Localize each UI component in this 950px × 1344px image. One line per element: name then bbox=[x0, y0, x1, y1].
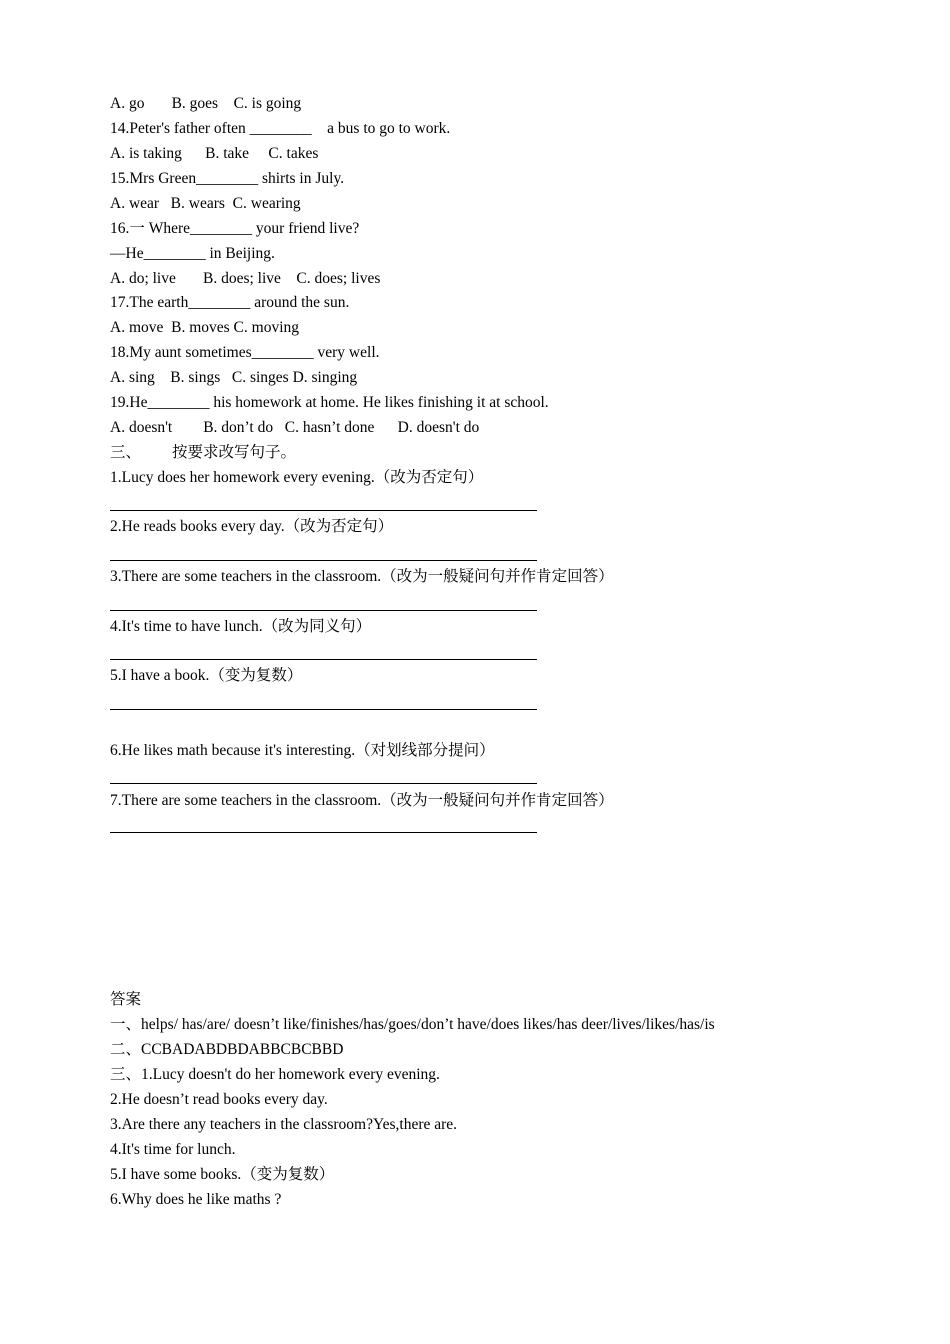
answer-line-text: 5.I have some books.（变为复数） bbox=[110, 1166, 335, 1183]
answer-line bbox=[110, 832, 537, 833]
q18-options: A. sing B. sings C. singes D. singing bbox=[110, 369, 358, 386]
q19-text: 19.He________ his homework at home. He likes finishing it at school. bbox=[110, 394, 549, 411]
answer-line bbox=[110, 709, 537, 710]
q19-options: A. doesn't B. don’t do C. hasn’t done D. doesn't do bbox=[110, 419, 480, 436]
answers-heading: 答案 bbox=[110, 991, 142, 1008]
section3-heading: 三、 按要求改写句子。 bbox=[110, 444, 297, 461]
answer-line bbox=[110, 783, 537, 784]
rewrite-item: 3.There are some teachers in the classroom.（改为一般疑问句并作肯定回答） bbox=[110, 568, 614, 585]
rewrite-item: 6.He likes math because it's interesting.（对划线部分提问） bbox=[110, 742, 495, 759]
q17-options: A. move B. moves C. moving bbox=[110, 319, 300, 336]
q16-reply: —He________ in Beijing. bbox=[110, 245, 275, 262]
answer-line-text: 三、1.Lucy doesn't do her homework every evening. bbox=[110, 1066, 440, 1083]
answer-line-text: 4.It's time for lunch. bbox=[110, 1141, 236, 1158]
answer-line bbox=[110, 610, 537, 611]
answer-line-text: 3.Are there any teachers in the classroom?Yes,there are. bbox=[110, 1116, 458, 1133]
q16-text: 16.一 Where________ your friend live? bbox=[110, 220, 360, 237]
answer-line-text: 二、CCBADABDBDABBCBCBBD bbox=[110, 1041, 344, 1058]
answer-line-text: 6.Why does he like maths ? bbox=[110, 1191, 282, 1208]
q14-options: A. is taking B. take C. takes bbox=[110, 145, 319, 162]
q15-options: A. wear B. wears C. wearing bbox=[110, 195, 301, 212]
rewrite-item: 5.I have a book.（变为复数） bbox=[110, 667, 303, 684]
answer-line bbox=[110, 560, 537, 561]
rewrite-item: 7.There are some teachers in the classroom.（改为一般疑问句并作肯定回答） bbox=[110, 792, 614, 809]
rewrite-item: 1.Lucy does her homework every evening.（改为否定句） bbox=[110, 469, 484, 486]
q16-options: A. do; live B. does; live C. does; lives bbox=[110, 270, 381, 287]
q18-text: 18.My aunt sometimes________ very well. bbox=[110, 344, 380, 361]
answer-line-text: 2.He doesn’t read books every day. bbox=[110, 1091, 328, 1108]
q14-text: 14.Peter's father often ________ a bus to go to work. bbox=[110, 120, 451, 137]
answer-line bbox=[110, 510, 537, 511]
answer-line-text: 一、helps/ has/are/ doesn’t like/finishes/has/goes/don’t have/does likes/has deer/lives/likes/has/is bbox=[110, 1016, 715, 1033]
rewrite-item: 4.It's time to have lunch.（改为同义句） bbox=[110, 618, 372, 635]
rewrite-item: 2.He reads books every day.（改为否定句） bbox=[110, 518, 394, 535]
q17-text: 17.The earth________ around the sun. bbox=[110, 294, 350, 311]
q15-text: 15.Mrs Green________ shirts in July. bbox=[110, 170, 345, 187]
answer-line bbox=[110, 659, 537, 660]
q13-options: A. go B. goes C. is going bbox=[110, 95, 302, 112]
